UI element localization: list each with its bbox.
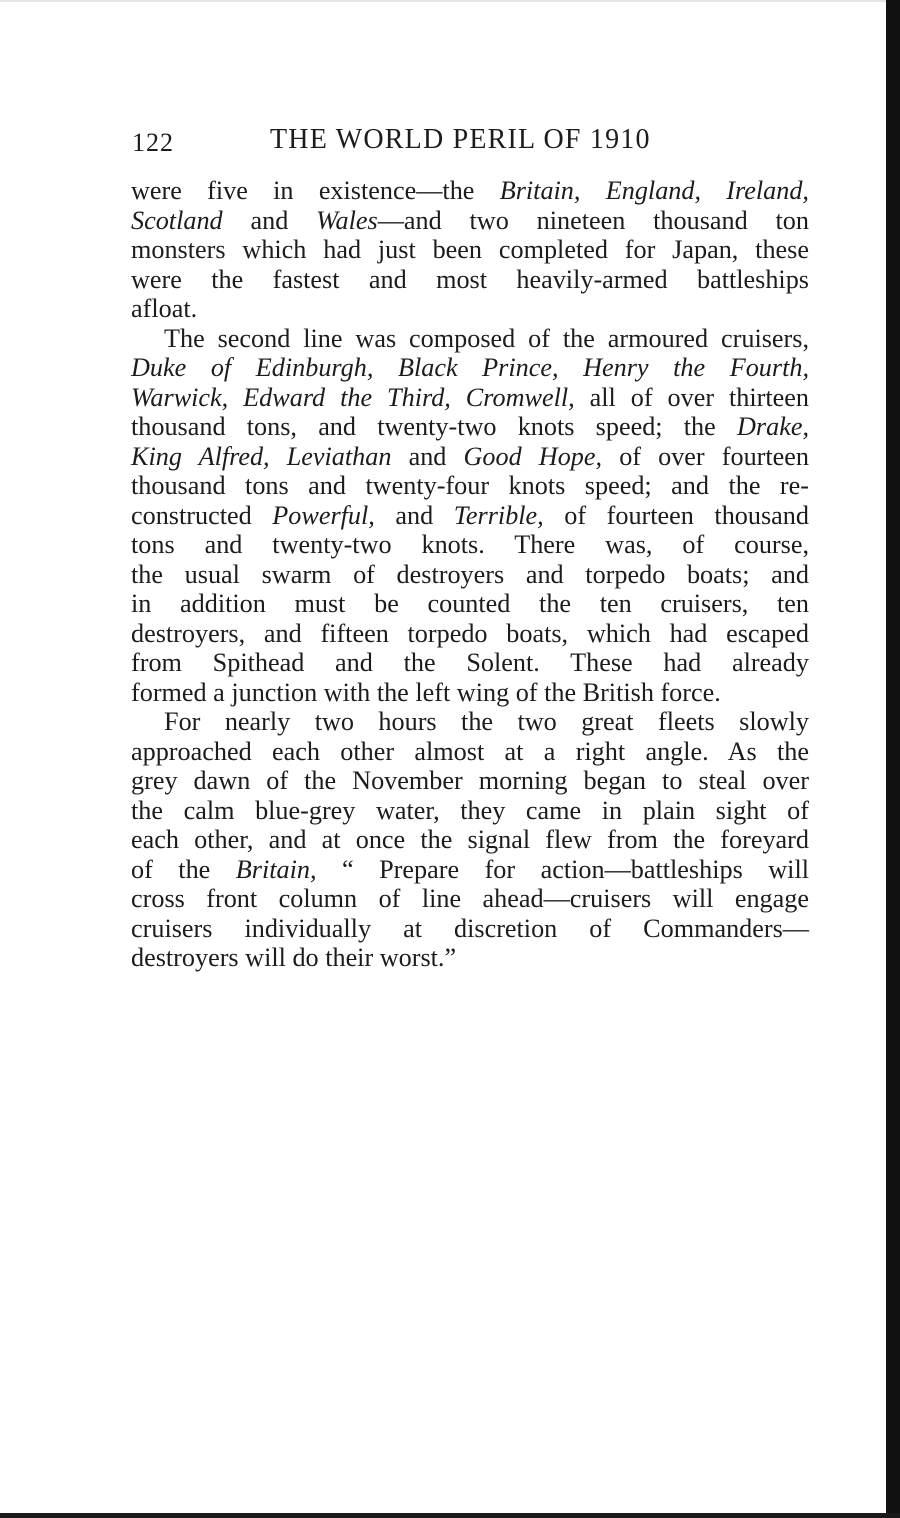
- text-line: [131, 530, 809, 560]
- text-run: cross front column of line ahead—cruisers will engage: [131, 884, 809, 913]
- text-line: [131, 737, 809, 767]
- text-line: [131, 176, 809, 206]
- text-line: [131, 294, 809, 324]
- page-number: 122: [132, 128, 174, 157]
- italic-text: Scotland: [131, 205, 223, 235]
- text-run: The second line was composed of the armoured cruisers,: [164, 323, 809, 353]
- text-run: the usual swarm of destroyers and torpedo boats; and: [131, 559, 809, 589]
- text-run: all of over thirteen: [574, 382, 809, 412]
- running-title: THE WORLD PERIL OF 1910: [270, 124, 651, 155]
- text-line: [131, 619, 809, 649]
- italic-text: Wales: [316, 205, 378, 235]
- text-run: in addition must be counted the ten cruisers, ten: [131, 589, 809, 618]
- text-run: approached each other almost at a right angle. As the: [131, 736, 809, 766]
- text-line: [131, 353, 809, 383]
- text-line: [131, 206, 809, 236]
- text-line: [131, 560, 809, 590]
- italic-text: Powerful,: [272, 500, 375, 530]
- text-run: grey dawn of the November morning began to steal over: [131, 766, 809, 795]
- italic-text: Warwick, Edward the Third, Cromwell,: [131, 382, 575, 412]
- paragraph: [131, 707, 809, 973]
- text-run: monsters which had just been completed for Japan, these: [131, 235, 809, 264]
- body-text: [131, 176, 809, 973]
- text-line: [131, 235, 809, 265]
- text-run: were the fastest and most heavily-armed battleships: [131, 264, 809, 294]
- text-run: cruisers individually at discretion of Commanders—: [131, 913, 809, 943]
- text-run: tons and twenty-two knots. There was, of course,: [131, 530, 809, 559]
- italic-text: Terrible,: [453, 500, 544, 530]
- text-run: of over fourteen: [602, 441, 810, 471]
- text-run: thousand tons, and twenty-two knots speed; the: [131, 412, 737, 441]
- text-run: destroyers will do their worst.”: [131, 943, 457, 972]
- text-line: [131, 884, 809, 914]
- text-run: formed a junction with the left wing of the British force.: [131, 677, 721, 707]
- scan-bottom-border: [0, 1513, 900, 1518]
- italic-text: Duke of Edinburgh, Black Prince, Henry the Fourth,: [131, 353, 809, 382]
- italic-text: Britain,: [235, 854, 317, 884]
- text-line: [131, 943, 809, 973]
- text-run: and: [222, 205, 317, 235]
- text-line: [131, 825, 809, 855]
- text-line: [131, 855, 809, 885]
- italic-text: King Alfred, Leviathan: [131, 441, 392, 471]
- text-line: [131, 678, 809, 708]
- text-run: constructed: [131, 500, 273, 530]
- text-run: thousand tons and twenty-four knots speed; and the re-: [131, 471, 809, 500]
- text-run: —and two nineteen thousand ton: [377, 205, 809, 235]
- italic-text: Britain, England, Ireland,: [499, 176, 809, 205]
- text-line: [131, 914, 809, 944]
- text-line: [131, 412, 809, 442]
- text-line: [131, 589, 809, 619]
- text-run: destroyers, and fifteen torpedo boats, which had escaped: [131, 618, 809, 648]
- text-run: For nearly two hours the two great fleets slowly: [164, 707, 809, 736]
- text-line: [131, 796, 809, 826]
- scan-top-edge: [0, 0, 900, 2]
- text-run: of fourteen thousand: [543, 500, 809, 530]
- text-run: were five in existence—the: [131, 176, 500, 205]
- text-run: from Spithead and the Solent. These had already: [131, 648, 809, 677]
- italic-text: Drake,: [737, 412, 809, 441]
- text-line: [131, 501, 809, 531]
- italic-text: Good Hope,: [463, 441, 603, 471]
- scan-right-border: [886, 0, 900, 1518]
- text-line: [131, 766, 809, 796]
- text-line: [131, 707, 809, 737]
- text-line: [131, 648, 809, 678]
- text-line: [131, 324, 809, 354]
- text-run: of the: [131, 854, 236, 884]
- text-run: and: [374, 500, 454, 530]
- text-line: [131, 442, 809, 472]
- paragraph: [131, 176, 809, 324]
- text-run: each other, and at once the signal flew from the foreyard: [131, 825, 809, 854]
- text-run: “ Prepare for action—battleships will: [316, 854, 809, 884]
- paragraph: [131, 324, 809, 708]
- text-line: [131, 383, 809, 413]
- text-run: afloat.: [131, 294, 198, 323]
- page-header: [130, 124, 810, 164]
- text-line: [131, 471, 809, 501]
- text-line: [131, 265, 809, 295]
- text-run: and: [391, 441, 464, 471]
- text-run: the calm blue-grey water, they came in plain sight of: [131, 795, 809, 825]
